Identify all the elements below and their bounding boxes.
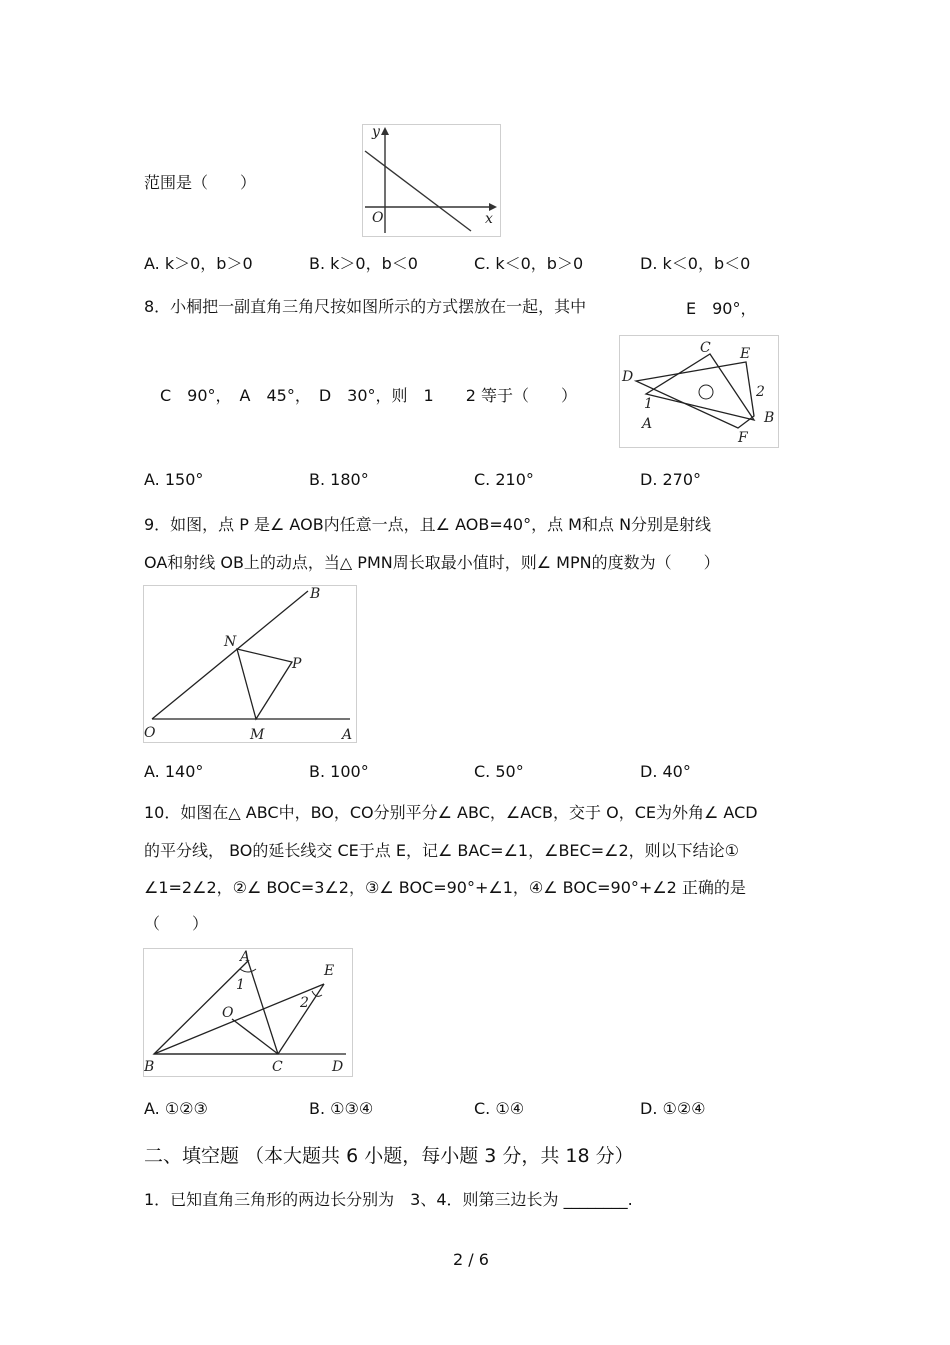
q10-option-b: B. ①③④	[309, 1099, 374, 1118]
q10-line1: 10．如图在△ ABC中，BO，CO分别平分∠ ABC，∠ACB，交于 O，CE为外角∠ ACD	[144, 803, 758, 822]
q10-label-a: A	[240, 949, 251, 965]
q8-label-d: D	[622, 369, 634, 385]
q9-label-m: M	[250, 727, 265, 742]
section2-title: 二、填空题 （本大题共 6 小题，每小题 3 分，共 18 分）	[144, 1145, 634, 1167]
q9-label-o: O	[144, 725, 156, 741]
q10-line4: （ ）	[144, 914, 209, 933]
q9-label-b: B	[310, 586, 321, 602]
q10-label-b: B	[144, 1059, 155, 1075]
q9-label-a: A	[342, 727, 353, 742]
q9-label-p: P	[292, 656, 302, 672]
q9-line1: 9．如图，点 P 是∠ AOB内任意一点，且∠ AOB=40°，点 M和点 N分别是射线	[144, 515, 712, 534]
q10-line3: ∠1=2∠2，②∠ BOC=3∠2，③∠ BOC=90°+∠1，④∠ BOC=90°+∠2 正确的是	[144, 878, 746, 897]
q10-label-e: E	[324, 963, 335, 979]
q10-label-d: D	[332, 1059, 344, 1075]
q8-option-c: C. 210°	[474, 470, 534, 489]
q8-label-f: F	[738, 430, 748, 446]
q7-stem-tail: 范围是（ ）	[144, 173, 257, 192]
q9-option-a: A. 140°	[144, 762, 204, 781]
q9-line2: OA和射线 OB上的动点，当△ PMN周长取最小值时，则∠ MPN的度数为（ ）	[144, 553, 720, 572]
q8-option-a: A. 150°	[144, 470, 204, 489]
q10-label-2: 2	[300, 995, 309, 1011]
q7-figure	[362, 124, 501, 237]
q7-x-label: x	[485, 211, 493, 227]
q7-origin-label: O	[372, 210, 384, 226]
q8-label-a: A	[642, 416, 653, 432]
q7-option-c: C. k＜0，b＞0	[474, 254, 584, 273]
q10-line2: 的平分线， BO的延长线交 CE于点 E，记∠ BAC=∠1，∠BEC=∠2，则以下结论①	[144, 841, 739, 860]
q8-line1: 8．小桐把一副直角三角尺按如图所示的方式摆放在一起，其中	[144, 297, 587, 316]
q8-label-2: 2	[756, 384, 765, 400]
q10-option-c: C. ①④	[474, 1099, 525, 1118]
q8-line1-tail: E 90°，	[686, 299, 757, 318]
q10-label-c: C	[272, 1059, 283, 1075]
q9-figure	[143, 585, 357, 743]
q10-label-1: 1	[236, 977, 245, 993]
q8-label-1: 1	[644, 396, 653, 412]
q8-line2: C 90°， A 45°， D 30°，则 1 2 等于（ ）	[160, 386, 577, 405]
page-number: 2 / 6	[453, 1250, 489, 1269]
q8-option-b: B. 180°	[309, 470, 369, 489]
q10-label-o: O	[222, 1005, 234, 1021]
q8-option-d: D. 270°	[640, 470, 702, 489]
q10-figure	[143, 948, 353, 1077]
q9-label-n: N	[224, 634, 237, 650]
q9-option-d: D. 40°	[640, 762, 691, 781]
q9-option-c: C. 50°	[474, 762, 524, 781]
q10-option-a: A. ①②③	[144, 1099, 208, 1118]
q7-option-d: D. k＜0，b＜0	[640, 254, 751, 273]
q8-label-e: E	[740, 346, 751, 362]
q7-option-a: A. k＞0，b＞0	[144, 254, 253, 273]
q8-figure	[619, 335, 779, 448]
q8-label-c: C	[700, 340, 711, 356]
q7-y-label: y	[372, 125, 380, 140]
q10-option-d: D. ①②④	[640, 1099, 706, 1118]
q9-option-b: B. 100°	[309, 762, 369, 781]
section2-q1: 1．已知直角三角形的两边长分别为 3、4．则第三边长为 ________.	[144, 1190, 633, 1209]
q8-label-b: B	[764, 410, 775, 426]
q7-option-b: B. k＞0，b＜0	[309, 254, 418, 273]
